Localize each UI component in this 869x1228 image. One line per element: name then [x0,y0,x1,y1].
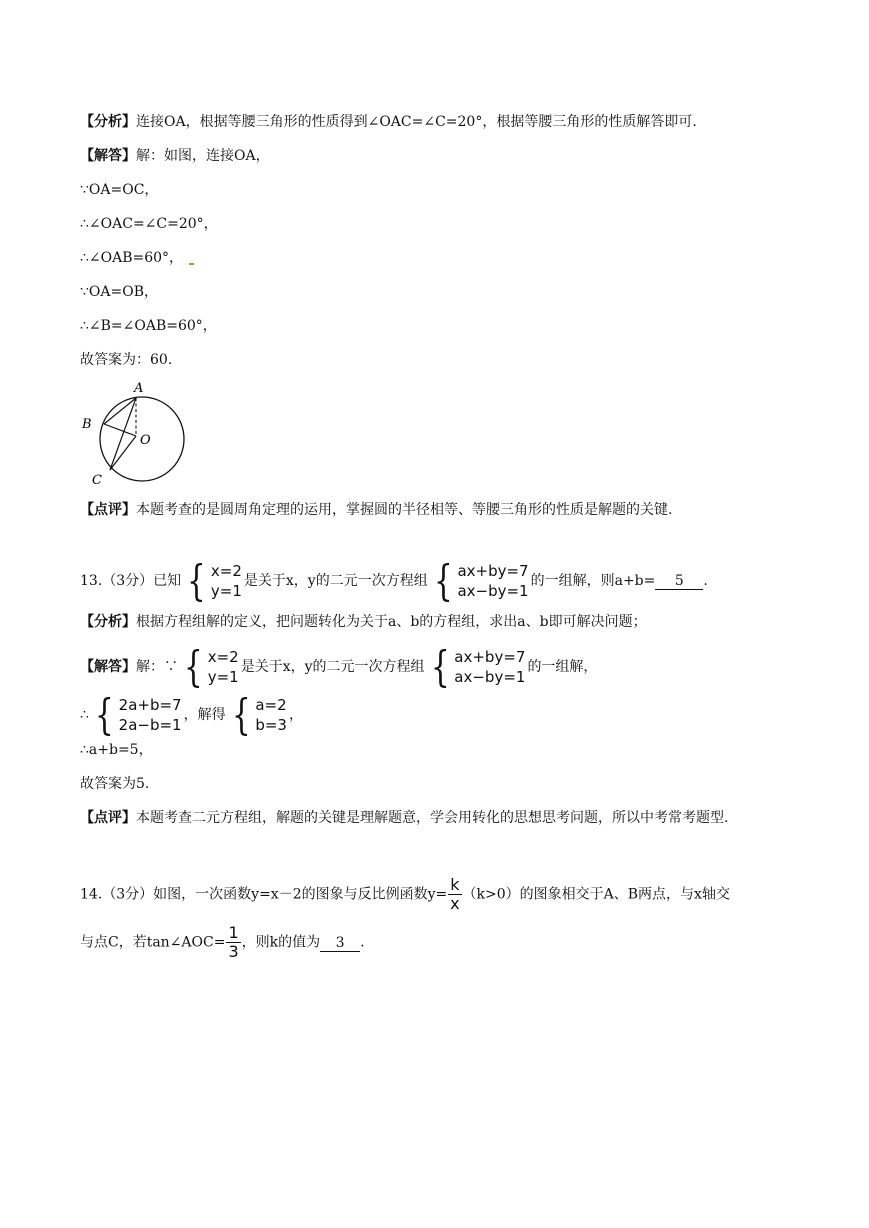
solution-mid: 是关于x，y的二元一次方程组 [240,659,425,675]
sys1b-row1: x=2 [207,648,239,666]
solution-tag: 【解答】 [80,148,136,164]
frac2-num: 1 [228,923,239,942]
q14-prefix: 14.（3分）如图，一次函数y=x－2的图象与反比例函数y= [80,886,448,903]
sys2b-row1: ax+by=7 [454,648,526,666]
analysis-tag: 【分析】 [80,614,136,630]
q13-analysis [80,612,647,632]
system-ab: { ax+by=7 ax−by=1 [433,556,529,605]
circle-figure [76,380,188,488]
q12-step-4: ∵OA=OB， [80,284,158,300]
frac1-den: x [450,894,460,913]
review-text: 本题考查的是圆周角定理的运用，掌握圆的半径相等、等腰三角形的性质是解题的关键. [136,502,673,518]
q14-stem-line1 [80,876,730,913]
segment-bo [104,424,136,436]
q12-step-3 [80,248,194,268]
sys2-row2: ax−by=1 [457,582,529,600]
q12-solution [80,146,270,166]
analysis-text: 根据方程组解的定义，把问题转化为关于a、b的方程组，求出a、b即可解决问题； [136,614,647,630]
answer-blank: 5 [655,573,703,590]
sys4-row2: b=3 [255,716,287,734]
line2-end: ， [288,707,303,723]
review-text: 本题考查二元方程组，解题的关键是理解题意，学会用转化的思想思考问题，所以中考常考题型. [136,810,729,826]
sys4-row1: a=2 [255,696,287,714]
q13-end: . [703,573,708,589]
analysis-tag: 【分析】 [80,114,136,130]
q13-step-3: ∴a+b=5， [80,742,153,758]
q13-solution [80,642,598,691]
sys1-row2: y=1 [210,582,242,600]
q12-answer: 故答案为：60. [80,352,173,368]
q12-step-1: ∵OA=OC， [80,182,159,198]
q14-line2-mid: ，则k的值为 [241,934,321,951]
review-tag: 【点评】 [80,810,136,826]
q14-line2-pre: 与点C，若tan∠AOC= [80,934,226,951]
segment-oc [110,436,136,470]
line2-mid: ，解得 [183,707,226,723]
q14-suffix: （k>0）的图象相交于A、B两点，与x轴交 [462,886,730,903]
analysis-text: 连接OA，根据等腰三角形的性质得到∠OAC=∠C=20°，根据等腰三角形的性质解答即可. [136,114,697,130]
q13-suffix: 的一组解，则a+b= [530,573,656,589]
q13-answer: 故答案为5. [80,776,150,792]
q13-review [80,808,728,828]
q12-step-5: ∴∠B=∠OAB=60°， [80,318,217,334]
system-ab-2: { ax+by=7 ax−by=1 [430,642,526,691]
q13-mid: 是关于x，y的二元一次方程组 [243,573,428,589]
sys3-row2: 2a−b=1 [118,716,182,734]
sys1b-row2: y=1 [207,668,239,686]
line2-pre: ∴ [80,707,89,723]
sys3-row1: 2a+b=7 [118,696,182,714]
q13-step-2 [80,690,303,739]
label-b: B [82,417,92,432]
system-result: { a=2 b=3 [231,690,287,739]
fraction-one-third [226,924,240,961]
fraction-k-over-x [448,876,461,913]
solution-intro: 解：如图，连接OA， [136,148,270,164]
sys2-row1: ax+by=7 [457,562,529,580]
orange-mark [189,263,194,265]
q14-end: . [360,934,365,951]
system-a-b: { 2a+b=7 2a−b=1 [94,690,182,739]
answer-blank: 3 [320,935,360,952]
label-c: C [92,473,102,488]
sys1-row1: x=2 [210,562,242,580]
q12-step-2: ∴∠OAC=∠C=20°， [80,216,218,232]
solution-pre: 解：∵ [136,659,178,675]
label-a: A [134,381,144,396]
q13-stem [80,556,708,605]
system-xy: { x=2 y=1 [187,556,242,605]
solution-tag: 【解答】 [80,659,136,675]
review-tag: 【点评】 [80,502,136,518]
frac1-num: k [450,875,460,894]
label-o: O [140,433,151,448]
frac2-den: 3 [228,942,239,961]
q14-stem-line2 [80,924,365,961]
q12-step-3-text: ∴∠OAB=60°， [80,250,184,266]
q13-prefix: 13.（3分）已知 [80,573,182,589]
solution-suffix: 的一组解， [527,659,598,675]
q12-review [80,500,672,520]
sys2b-row2: ax−by=1 [454,668,526,686]
system-xy-2: { x=2 y=1 [184,642,239,691]
q12-analysis [80,112,697,132]
